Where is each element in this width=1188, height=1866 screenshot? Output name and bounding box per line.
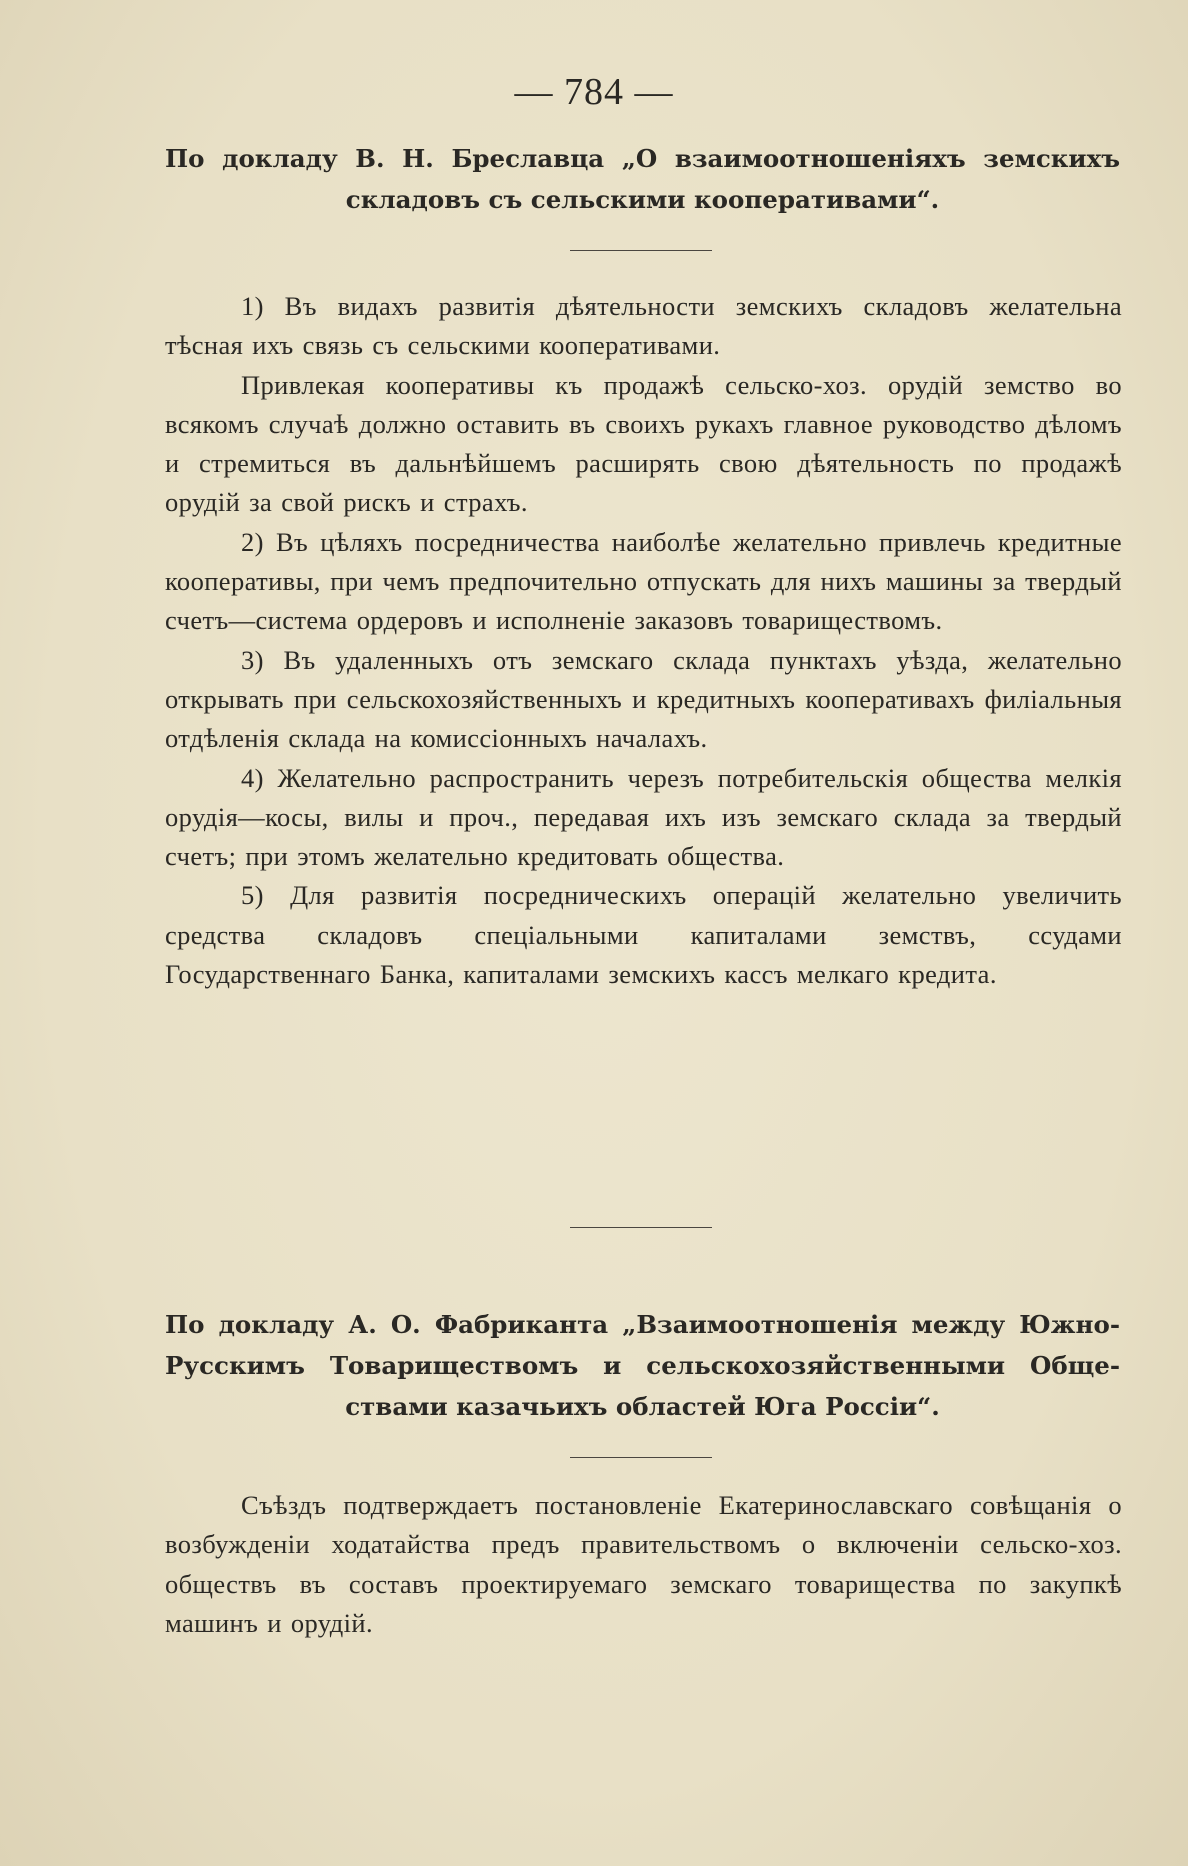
section-divider (570, 250, 712, 251)
section1-body (165, 287, 1122, 994)
paragraph: 5) Для развитія посредническихъ операцій желательно увеличить средства складовъ спеціальными капиталами земствъ, ссудами Государственнаго Банка, капиталами земскихъ кассъ мелкаго кредита. (165, 880, 1122, 990)
section1-heading-line: По докладу В. Н. Бреславца „О взаимоотношеніяхъ земскихъ (165, 144, 1120, 173)
section-divider (570, 1457, 712, 1458)
paragraph: 4) Желательно распространить черезъ потребительскія общества мелкія орудія—косы, вилы и проч., передавая ихъ изъ земскаго склада за твердый счетъ; при этомъ желательно кредитовать общества. (165, 762, 1122, 872)
section2-heading-line: Русскимъ Товариществомъ и сельскохозяйственными Обще- (165, 1351, 1120, 1380)
section2-heading (165, 1304, 1120, 1427)
paragraph: 1) Въ видахъ развитія дѣятельности земскихъ складовъ желательна тѣсная ихъ связь съ сельскими кооперативами. (165, 291, 1122, 361)
paragraph: 3) Въ удаленныхъ отъ земскаго склада пунктахъ уѣзда, желательно открывать при сельскохозяйственныхъ и кредитныхъ кооперативахъ филіальныя отдѣленія склада на комиссіонныхъ началахъ. (165, 644, 1122, 754)
section1-heading (165, 138, 1120, 220)
page-number: — 784 — (514, 71, 674, 113)
paragraph: 2) Въ цѣляхъ посредничества наиболѣе желательно привлечь кредитные кооперативы, при чемъ предпочительно отпускать для нихъ машины за твердый счетъ—система ордеровъ и исполненіе заказовъ товариществомъ. (165, 526, 1122, 636)
section-divider (570, 1227, 712, 1228)
section1-heading-line: складовъ съ сельскими кооперативами“. (345, 185, 940, 214)
section2-heading-line: ствами казачьихъ областей Юга Россіи“. (345, 1392, 940, 1421)
paragraph: Съѣздъ подтверждаетъ постановленіе Екатеринославскаго совѣщанія о возбужденіи ходатайства предъ правительствомъ о включеніи сельско-хоз. обществъ въ составъ проектируемаго земскаго товарищества по закупкѣ машинъ и орудій. (165, 1490, 1122, 1638)
section2-body (165, 1486, 1122, 1643)
section2-heading-line: По докладу А. О. Фабриканта „Взаимоотношенія между Южно- (165, 1310, 1120, 1339)
paragraph: Привлекая кооперативы къ продажѣ сельско-хоз. орудій земство во всякомъ случаѣ должно оставить въ своихъ рукахъ главное руководство дѣломъ и стремиться въ дальнѣйшемъ расширять свою дѣятельность по продажѣ орудій за свой рискъ и страхъ. (165, 369, 1122, 518)
